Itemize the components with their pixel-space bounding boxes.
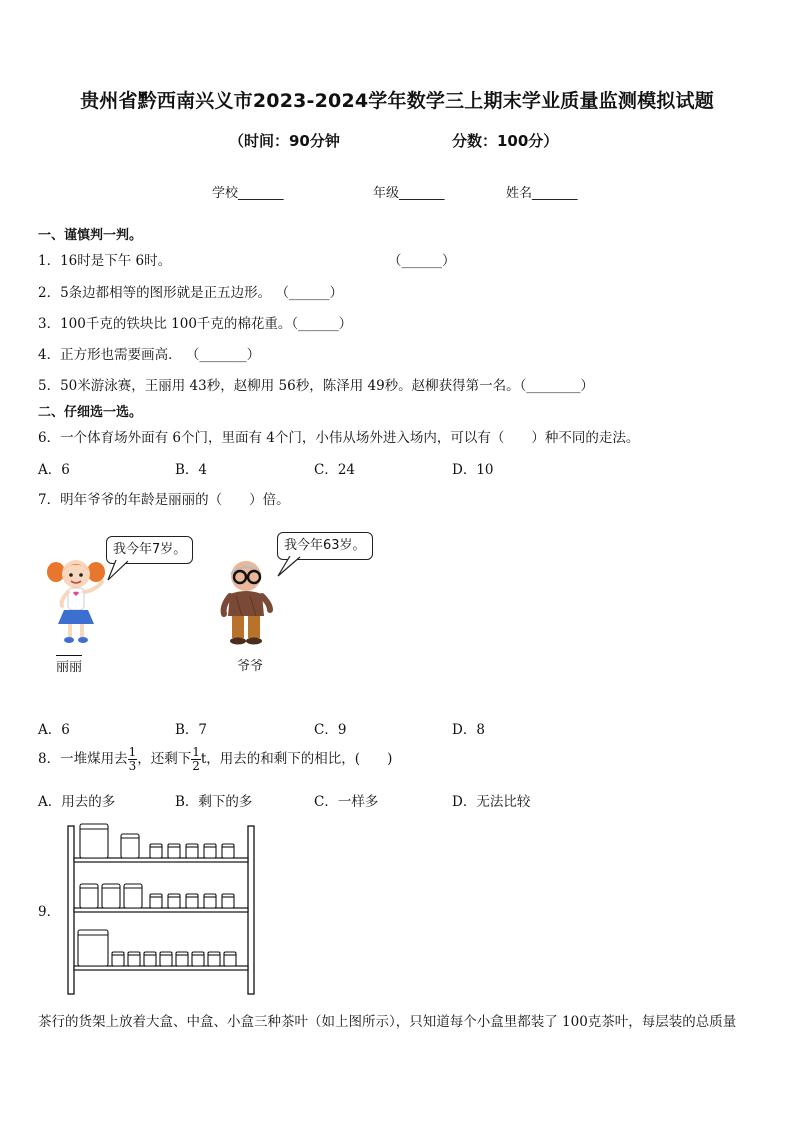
q8-prefix: 8．一堆煤用去 bbox=[38, 751, 128, 767]
q7-illustration bbox=[40, 518, 380, 678]
question-7: 7．明年爷爷的年龄是丽丽的（ ）倍。 bbox=[38, 492, 290, 508]
q8-frac1-den: 3 bbox=[128, 759, 137, 773]
q7-option-c: C．9 bbox=[314, 722, 347, 738]
question-9-text: 茶行的货架上放着大盒、中盒、小盒三种茶叶（如上图所示），只知道每个小盒里都装了 100克茶叶，每层装的总质量 bbox=[38, 1014, 737, 1030]
q8-option-a: A．用去的多 bbox=[38, 794, 116, 810]
q8-fraction-remaining bbox=[191, 746, 201, 773]
question-6: 6．一个体育场外面有 6个门，里面有 4个门，小伟从场外进入场内，可以有（ ）种不同的走法。 bbox=[38, 430, 640, 446]
q8-mid: ，还剩下 bbox=[137, 751, 192, 767]
section-heading-judge: 一、谨慎判一判。 bbox=[38, 228, 143, 243]
q8-frac2-num: 1 bbox=[192, 745, 200, 759]
q8-suffix: t，用去的和剩下的相比，( ) bbox=[200, 751, 393, 767]
girl-label: 丽丽 bbox=[56, 655, 82, 675]
question-1: 1．16时是下午 6时。 bbox=[38, 253, 172, 269]
q7-option-d: D．8 bbox=[452, 722, 485, 738]
grandpa-label: 爷爷 bbox=[237, 659, 264, 674]
q8-option-c: C．一样多 bbox=[314, 794, 379, 810]
girl-speech-bubble: 我今年7岁。 bbox=[106, 536, 193, 564]
question-2: 2．5条边都相等的图形就是正五边形。 （______） bbox=[38, 285, 343, 301]
q8-frac1-num: 1 bbox=[128, 745, 137, 759]
tea-shelf-diagram bbox=[64, 820, 260, 996]
q8-option-b: B．剩下的多 bbox=[175, 794, 253, 810]
q8-fraction-used bbox=[128, 746, 138, 773]
question-4: 4．正方形也需要画高． （_______） bbox=[38, 347, 261, 363]
exam-time: （时间：90分钟 bbox=[229, 132, 340, 150]
grandpa-speech-bubble: 我今年63岁。 bbox=[277, 532, 373, 560]
girl-figure bbox=[46, 554, 112, 646]
q8-option-d: D．无法比较 bbox=[452, 794, 531, 810]
school-field: 学校_______ bbox=[212, 186, 284, 201]
q7-option-a: A．6 bbox=[38, 722, 70, 738]
question-5: 5．50米游泳赛，王丽用 43秒，赵柳用 56秒，陈泽用 49秒。赵柳获得第一名。（________） bbox=[38, 378, 594, 394]
question-1-blank: （______） bbox=[388, 253, 456, 269]
section-heading-choose: 二、仔细选一选。 bbox=[38, 405, 143, 420]
q6-option-d: D．10 bbox=[452, 462, 494, 478]
question-3: 3．100千克的铁块比 100千克的棉花重。（______） bbox=[38, 316, 353, 332]
question-9-number: 9． bbox=[38, 904, 61, 920]
q6-option-c: C．24 bbox=[314, 462, 356, 478]
q6-option-a: A．6 bbox=[38, 462, 70, 478]
name-field: 姓名_______ bbox=[506, 186, 578, 201]
grade-field: 年级_______ bbox=[373, 186, 445, 201]
q6-option-b: B．4 bbox=[175, 462, 208, 478]
q7-option-b: B．7 bbox=[175, 722, 208, 738]
grandpa-bubble-tail bbox=[274, 556, 308, 578]
grandpa-figure bbox=[216, 558, 278, 646]
girl-bubble-tail bbox=[106, 560, 136, 582]
question-8 bbox=[38, 744, 392, 774]
exam-score: 分数：100分） bbox=[452, 132, 559, 150]
page-title: 贵州省黔西南兴义市2023-2024学年数学三上期末学业质量监测模拟试题 bbox=[80, 90, 714, 112]
q8-frac2-den: 2 bbox=[192, 759, 200, 773]
